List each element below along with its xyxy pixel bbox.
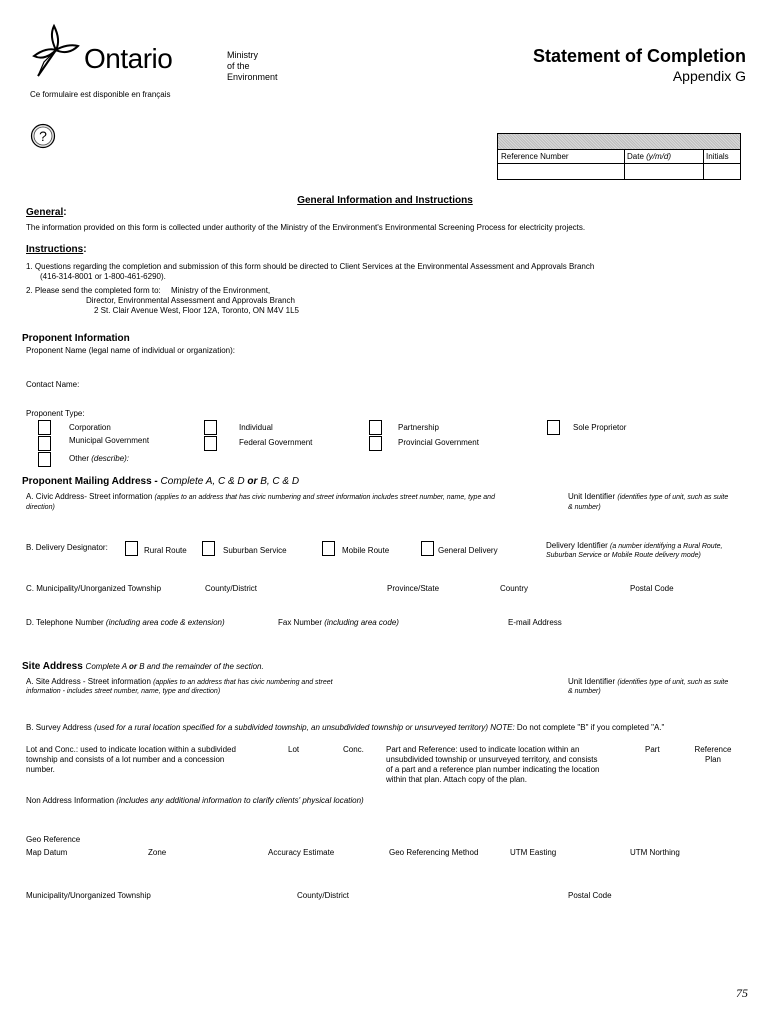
- site-county-label: County/District: [297, 891, 350, 900]
- lot-conc-description: Lot and Conc.: used to indicate location within a subdivided township and consists of a lot number and a concession number.: [26, 745, 236, 774]
- individual-label: Individual: [239, 423, 273, 432]
- mailing-unit-label: Unit Identifier (identifies type of unit, such as suite: [568, 492, 729, 501]
- civic-address-field[interactable]: [26, 514, 546, 534]
- logo-wordmark: Ontario: [84, 43, 173, 74]
- site-unit-field[interactable]: [568, 698, 746, 716]
- geo-method-field[interactable]: [389, 860, 501, 878]
- reference-plan-label: Reference Plan: [694, 745, 732, 764]
- section-title: General Information and Instructions: [297, 195, 473, 206]
- mailing-country-label: Country: [500, 584, 529, 593]
- fax-label: Fax Number (including area code): [278, 618, 399, 627]
- email-field[interactable]: [508, 630, 746, 646]
- initials-label: Initials: [706, 152, 729, 161]
- site-street-field[interactable]: [26, 698, 546, 716]
- page-number: 75: [736, 986, 748, 1000]
- proponent-name-field[interactable]: [26, 357, 746, 375]
- map-datum-field[interactable]: [26, 860, 138, 878]
- delivery-designator-label: B. Delivery Designator:: [26, 543, 108, 552]
- mailing-municipality-field[interactable]: [26, 596, 196, 612]
- site-unit-label: Unit Identifier (identifies type of unit, such as suite: [568, 677, 729, 686]
- utm-northing-field[interactable]: [630, 860, 746, 878]
- shaded-header: [498, 134, 740, 150]
- site-unit-note: & number): [568, 688, 601, 695]
- suburban-service-checkbox[interactable]: [202, 541, 215, 556]
- provincial-government-checkbox[interactable]: [369, 436, 382, 451]
- conc-field[interactable]: [336, 757, 372, 785]
- lot-field[interactable]: [280, 757, 332, 785]
- reference-number-label: Reference Number: [501, 152, 569, 161]
- mailing-province-label: Province/State: [387, 584, 440, 593]
- rural-route-label: Rural Route: [144, 546, 187, 555]
- fax-field[interactable]: [278, 630, 498, 646]
- mailing-postal-label: Postal Code: [630, 584, 674, 593]
- federal-government-checkbox[interactable]: [204, 436, 217, 451]
- office-use-table: [497, 133, 741, 180]
- survey-address-label: B. Survey Address (used for a rural location specified for a subdivided township, an unsubdivided township or unsurveyed territory) NOTE: Do not complete "B" if you completed "A.": [26, 723, 665, 732]
- site-municipality-field[interactable]: [26, 903, 286, 921]
- proponent-heading: Proponent Information: [22, 333, 130, 344]
- ministry-name: Ministry of the Environment: [227, 50, 278, 82]
- site-postal-label: Postal Code: [568, 891, 612, 900]
- part-field[interactable]: [635, 767, 681, 785]
- sole-proprietor-checkbox[interactable]: [547, 420, 560, 435]
- other-label: Other (describe):: [69, 454, 130, 463]
- proponent-name-label: Proponent Name (legal name of individual or organization):: [26, 346, 236, 355]
- general-delivery-label: General Delivery: [438, 546, 498, 555]
- svg-text:?: ?: [39, 128, 47, 144]
- site-municipality-label: Municipality/Unorganized Township: [26, 891, 151, 900]
- partnership-checkbox[interactable]: [369, 420, 382, 435]
- accuracy-estimate-label: Accuracy Estimate: [268, 848, 335, 857]
- general-heading: General:: [26, 207, 67, 218]
- form-title: Statement of Completion: [532, 46, 746, 66]
- corporation-label: Corporation: [69, 423, 111, 432]
- mailing-unit-field[interactable]: [568, 514, 746, 534]
- mobile-route-checkbox[interactable]: [322, 541, 335, 556]
- individual-checkbox[interactable]: [204, 420, 217, 435]
- mailing-address-line1: Director, Environmental Assessment and Approvals Branch: [86, 296, 295, 305]
- sole-proprietor-label: Sole Proprietor: [573, 423, 627, 432]
- date-label: Date (y/m/d): [627, 152, 672, 161]
- mailing-postal-field[interactable]: [630, 596, 746, 612]
- mailing-county-field[interactable]: [205, 596, 380, 612]
- municipal-government-label: Municipal Government: [69, 436, 150, 445]
- delivery-identifier-label: Delivery Identifier (a number identifying a Rural Route,: [546, 541, 723, 550]
- mailing-country-field[interactable]: [500, 596, 620, 612]
- corporation-checkbox[interactable]: [38, 420, 51, 435]
- reference-number-field[interactable]: [499, 164, 623, 179]
- rural-route-checkbox[interactable]: [125, 541, 138, 556]
- mailing-municipality-label: C. Municipality/Unorganized Township: [26, 584, 162, 593]
- mailing-province-field[interactable]: [387, 596, 492, 612]
- mobile-route-label: Mobile Route: [342, 546, 390, 555]
- zone-label: Zone: [148, 848, 167, 857]
- initials-field[interactable]: [704, 164, 741, 179]
- site-heading: Site Address Complete A or B and the remainder of the section.: [22, 661, 264, 672]
- french-note: Ce formulaire est disponible en français: [30, 90, 171, 99]
- map-datum-label: Map Datum: [26, 848, 68, 857]
- reference-plan-field[interactable]: [688, 767, 746, 785]
- form-subtitle: Appendix G: [672, 68, 746, 84]
- geo-method-label: Geo Referencing Method: [389, 848, 479, 857]
- part-label: Part: [645, 745, 660, 754]
- contact-name-label: Contact Name:: [26, 380, 80, 389]
- geo-reference-label: Geo Reference: [26, 835, 81, 844]
- delivery-identifier-field[interactable]: [546, 562, 746, 578]
- telephone-field[interactable]: [26, 630, 266, 646]
- civic-address-note: direction): [26, 504, 55, 511]
- email-label: E-mail Address: [508, 618, 562, 627]
- site-street-note: information - includes street number, name, type and direction): [26, 688, 221, 695]
- help-icon[interactable]: [30, 123, 56, 149]
- instruction-1: 1. Questions regarding the completion and submission of this form should be directed to Client Services at the Environmental Assessment and Approvals Branch (416-314-8001 or 1-800-461-6290).: [26, 262, 595, 281]
- municipal-government-checkbox[interactable]: [38, 436, 51, 451]
- site-street-label: A. Site Address - Street information (applies to an address that has civic numbering and street: [26, 677, 333, 686]
- proponent-type-label: Proponent Type:: [26, 409, 85, 418]
- date-field[interactable]: [625, 164, 702, 179]
- general-delivery-checkbox[interactable]: [421, 541, 434, 556]
- zone-field[interactable]: [148, 860, 260, 878]
- instructions-heading: Instructions:: [26, 244, 87, 255]
- conc-label: Conc.: [343, 745, 364, 754]
- non-address-field[interactable]: [26, 808, 746, 830]
- lot-label: Lot: [288, 745, 300, 754]
- federal-government-label: Federal Government: [239, 438, 313, 447]
- mailing-heading: Proponent Mailing Address - Complete A, C & D or B, C & D: [22, 476, 300, 487]
- utm-easting-label: UTM Easting: [510, 848, 557, 857]
- site-postal-field[interactable]: [568, 903, 746, 921]
- ontario-logo: [30, 22, 190, 82]
- provincial-government-label: Provincial Government: [398, 438, 479, 447]
- site-county-field[interactable]: [297, 903, 557, 921]
- other-checkbox[interactable]: [38, 452, 51, 467]
- instruction-2: 2. Please send the completed form to: Ministry of the Environment,: [26, 286, 271, 295]
- mailing-address-line2: 2 St. Clair Avenue West, Floor 12A, Toronto, ON M4V 1L5: [94, 306, 299, 315]
- accuracy-estimate-field[interactable]: [268, 860, 380, 878]
- mailing-unit-note: & number): [568, 504, 601, 511]
- contact-name-field[interactable]: [90, 378, 746, 392]
- utm-northing-label: UTM Northing: [630, 848, 680, 857]
- mailing-county-label: County/District: [205, 584, 258, 593]
- utm-easting-field[interactable]: [510, 860, 622, 878]
- partnership-label: Partnership: [398, 423, 439, 432]
- delivery-identifier-note: Suburban Service or Mobile Route delivery mode): [546, 552, 701, 559]
- civic-address-label: A. Civic Address- Street information (applies to an address that has civic numbering and street information includes street number, name, type and: [26, 492, 495, 501]
- trillium-icon: [30, 22, 82, 80]
- part-reference-description: Part and Reference: used to indicate location within an unsubdivided township or unsurveyed territory, and consists of a part and a reference plan number indicating the location within that plan. Attach copy of the plan.: [386, 745, 600, 784]
- non-address-label: Non Address Information (includes any additional information to clarify clients' physical location): [26, 796, 364, 805]
- general-text: The information provided on this form is collected under authority of the Ministry of the Environment's Environmental Screening Process for electricity projects.: [26, 223, 586, 232]
- telephone-label: D. Telephone Number (including area code & extension): [26, 618, 225, 627]
- suburban-service-label: Suburban Service: [223, 546, 287, 555]
